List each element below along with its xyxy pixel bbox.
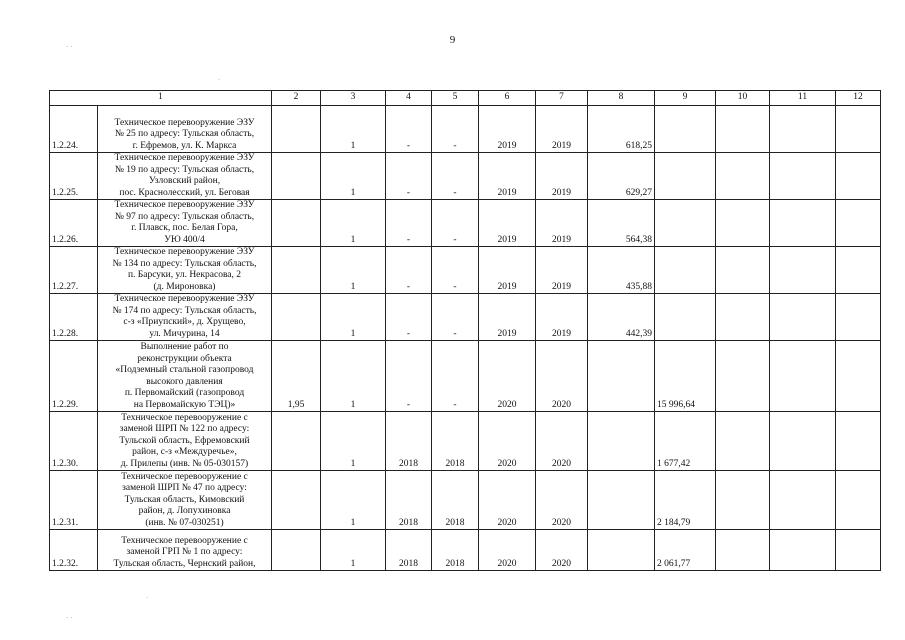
cost-2019-cell bbox=[588, 471, 655, 530]
column-header: 6 bbox=[479, 91, 536, 106]
item-number-cell: 1.2.26. bbox=[50, 200, 98, 247]
start-year-construction-cell: 2019 bbox=[479, 153, 536, 200]
length-cell bbox=[272, 200, 321, 247]
cost-cell bbox=[836, 200, 881, 247]
end-year-design-cell: - bbox=[432, 106, 479, 153]
cost-2019-cell: 629,27 bbox=[588, 153, 655, 200]
end-year-construction-cell: 2019 bbox=[536, 247, 588, 294]
cost-cell bbox=[770, 106, 836, 153]
end-year-construction-cell: 2019 bbox=[536, 294, 588, 341]
cost-cell bbox=[836, 341, 881, 412]
description-cell: Техническое перевооружение ЭЗУ № 134 по адресу: Тульская область, п. Барсуки, ул. Некрасова, 2 (д. Мироновка) bbox=[98, 247, 272, 294]
table-row bbox=[50, 200, 881, 247]
cost-cell bbox=[770, 294, 836, 341]
start-year-design-cell: - bbox=[386, 106, 432, 153]
column-header: 9 bbox=[655, 91, 716, 106]
item-number-cell: 1.2.29. bbox=[50, 341, 98, 412]
quantity-cell: 1 bbox=[321, 471, 386, 530]
cost-cell bbox=[716, 200, 770, 247]
start-year-construction-cell: 2019 bbox=[479, 106, 536, 153]
length-cell bbox=[272, 106, 321, 153]
cost-cell bbox=[836, 153, 881, 200]
cost-cell bbox=[716, 341, 770, 412]
end-year-design-cell: - bbox=[432, 153, 479, 200]
table-row bbox=[50, 153, 881, 200]
start-year-design-cell: - bbox=[386, 153, 432, 200]
length-cell bbox=[272, 153, 321, 200]
table-header-row bbox=[50, 91, 881, 106]
item-number-cell: 1.2.27. bbox=[50, 247, 98, 294]
quantity-cell: 1 bbox=[321, 294, 386, 341]
length-cell bbox=[272, 530, 321, 571]
cost-2019-cell: 435,88 bbox=[588, 247, 655, 294]
investment-program-table bbox=[49, 90, 881, 571]
cost-cell bbox=[770, 412, 836, 471]
table-row bbox=[50, 294, 881, 341]
description-cell: Техническое перевооружение ЭЗУ № 19 по адресу: Тульская область, Узловский район, пос. Краснолесский, ул. Беговая bbox=[98, 153, 272, 200]
cost-cell bbox=[716, 530, 770, 571]
start-year-design-cell: - bbox=[386, 247, 432, 294]
cost-2019-cell: 442,39 bbox=[588, 294, 655, 341]
column-header: 3 bbox=[321, 91, 386, 106]
start-year-design-cell: - bbox=[386, 294, 432, 341]
cost-2020-cell: 2 184,79 bbox=[655, 471, 716, 530]
end-year-design-cell: - bbox=[432, 341, 479, 412]
end-year-design-cell: 2018 bbox=[432, 471, 479, 530]
column-header: 8 bbox=[588, 91, 655, 106]
end-year-construction-cell: 2020 bbox=[536, 412, 588, 471]
cost-2020-cell bbox=[655, 106, 716, 153]
start-year-construction-cell: 2020 bbox=[479, 412, 536, 471]
cost-cell bbox=[770, 247, 836, 294]
column-header: 12 bbox=[836, 91, 881, 106]
scan-speck: · · bbox=[66, 43, 73, 51]
start-year-construction-cell: 2020 bbox=[479, 341, 536, 412]
cost-cell bbox=[836, 530, 881, 571]
table-row bbox=[50, 341, 881, 412]
description-cell: Техническое перевооружение ЭЗУ № 25 по адресу: Тульская область, г. Ефремов, ул. К. Маркса bbox=[98, 106, 272, 153]
quantity-cell: 1 bbox=[321, 247, 386, 294]
cost-cell bbox=[716, 294, 770, 341]
description-cell: Техническое перевооружение ЭЗУ № 97 по адресу: Тульская область, г. Плавск, пос. Белая Гора, УЮ 400/4 bbox=[98, 200, 272, 247]
description-cell: Выполнение работ по реконструкции объекта «Подземный стальной газопровод высокого давления п. Первомайский (газопровод на Первомайскую ТЭЦ)» bbox=[98, 341, 272, 412]
cost-2019-cell bbox=[588, 341, 655, 412]
end-year-construction-cell: 2019 bbox=[536, 106, 588, 153]
cost-2020-cell bbox=[655, 153, 716, 200]
start-year-design-cell: 2018 bbox=[386, 471, 432, 530]
end-year-construction-cell: 2020 bbox=[536, 341, 588, 412]
scan-speck: · bbox=[218, 76, 221, 84]
column-header: 4 bbox=[386, 91, 432, 106]
quantity-cell: 1 bbox=[321, 530, 386, 571]
cost-cell bbox=[716, 412, 770, 471]
description-cell: Техническое перевооружение с заменой ГРП № 1 по адресу: Тульская область, Чернский район, bbox=[98, 530, 272, 571]
cost-cell bbox=[836, 471, 881, 530]
cost-2019-cell bbox=[588, 530, 655, 571]
end-year-design-cell: - bbox=[432, 200, 479, 247]
cost-2019-cell bbox=[588, 412, 655, 471]
quantity-cell: 1 bbox=[321, 153, 386, 200]
start-year-construction-cell: 2020 bbox=[479, 471, 536, 530]
table-row bbox=[50, 530, 881, 571]
cost-cell bbox=[770, 153, 836, 200]
length-cell bbox=[272, 247, 321, 294]
end-year-construction-cell: 2019 bbox=[536, 200, 588, 247]
description-cell: Техническое перевооружение ЭЗУ № 174 по адресу: Тульская область, с-з «Приупский», д. Хрущево, ул. Мичурина, 14 bbox=[98, 294, 272, 341]
cost-cell bbox=[836, 106, 881, 153]
quantity-cell: 1 bbox=[321, 200, 386, 247]
cost-2020-cell: 1 677,42 bbox=[655, 412, 716, 471]
cost-2020-cell bbox=[655, 294, 716, 341]
cost-2020-cell bbox=[655, 247, 716, 294]
cost-cell bbox=[770, 341, 836, 412]
start-year-design-cell: 2018 bbox=[386, 412, 432, 471]
cost-cell bbox=[836, 412, 881, 471]
item-number-cell: 1.2.30. bbox=[50, 412, 98, 471]
column-header: 1 bbox=[50, 91, 272, 106]
cost-2020-cell: 15 996,64 bbox=[655, 341, 716, 412]
start-year-construction-cell: 2019 bbox=[479, 200, 536, 247]
length-cell bbox=[272, 412, 321, 471]
cost-2019-cell: 564,38 bbox=[588, 200, 655, 247]
start-year-design-cell: 2018 bbox=[386, 530, 432, 571]
cost-cell bbox=[770, 530, 836, 571]
cost-cell bbox=[836, 247, 881, 294]
item-number-cell: 1.2.25. bbox=[50, 153, 98, 200]
item-number-cell: 1.2.28. bbox=[50, 294, 98, 341]
quantity-cell: 1 bbox=[321, 341, 386, 412]
cost-cell bbox=[716, 247, 770, 294]
cost-2019-cell: 618,25 bbox=[588, 106, 655, 153]
start-year-design-cell: - bbox=[386, 341, 432, 412]
item-number-cell: 1.2.32. bbox=[50, 530, 98, 571]
cost-cell bbox=[770, 200, 836, 247]
start-year-construction-cell: 2020 bbox=[479, 530, 536, 571]
length-cell: 1,95 bbox=[272, 341, 321, 412]
column-header: 5 bbox=[432, 91, 479, 106]
table-row bbox=[50, 106, 881, 153]
description-cell: Техническое перевооружение с заменой ШРП № 47 по адресу: Тульская область, Кимовский район, д. Лопухиновка (инв. № 07-030251) bbox=[98, 471, 272, 530]
start-year-construction-cell: 2019 bbox=[479, 294, 536, 341]
page-number: 9 bbox=[449, 34, 456, 46]
start-year-design-cell: - bbox=[386, 200, 432, 247]
cost-cell bbox=[716, 153, 770, 200]
table-row bbox=[50, 412, 881, 471]
end-year-construction-cell: 2019 bbox=[536, 153, 588, 200]
cost-2020-cell bbox=[655, 200, 716, 247]
scan-speck: · · bbox=[66, 614, 73, 622]
length-cell bbox=[272, 471, 321, 530]
scan-speck: · bbox=[146, 594, 149, 602]
end-year-design-cell: 2018 bbox=[432, 530, 479, 571]
start-year-construction-cell: 2019 bbox=[479, 247, 536, 294]
cost-2020-cell: 2 061,77 bbox=[655, 530, 716, 571]
item-number-cell: 1.2.31. bbox=[50, 471, 98, 530]
cost-cell bbox=[716, 471, 770, 530]
column-header: 11 bbox=[770, 91, 836, 106]
item-number-cell: 1.2.24. bbox=[50, 106, 98, 153]
column-header: 7 bbox=[536, 91, 588, 106]
description-cell: Техническое перевооружение с заменой ШРП № 122 по адресу: Тульской область, Ефремовский район, с-з «Междуречье», д. Прилепы (инв. № 05-030157) bbox=[98, 412, 272, 471]
end-year-construction-cell: 2020 bbox=[536, 471, 588, 530]
column-header: 10 bbox=[716, 91, 770, 106]
cost-cell bbox=[716, 106, 770, 153]
table-row bbox=[50, 247, 881, 294]
length-cell bbox=[272, 294, 321, 341]
quantity-cell: 1 bbox=[321, 106, 386, 153]
end-year-design-cell: - bbox=[432, 294, 479, 341]
cost-cell bbox=[770, 471, 836, 530]
table-row bbox=[50, 471, 881, 530]
end-year-design-cell: - bbox=[432, 247, 479, 294]
end-year-design-cell: 2018 bbox=[432, 412, 479, 471]
end-year-construction-cell: 2020 bbox=[536, 530, 588, 571]
cost-cell bbox=[836, 294, 881, 341]
column-header: 2 bbox=[272, 91, 321, 106]
quantity-cell: 1 bbox=[321, 412, 386, 471]
